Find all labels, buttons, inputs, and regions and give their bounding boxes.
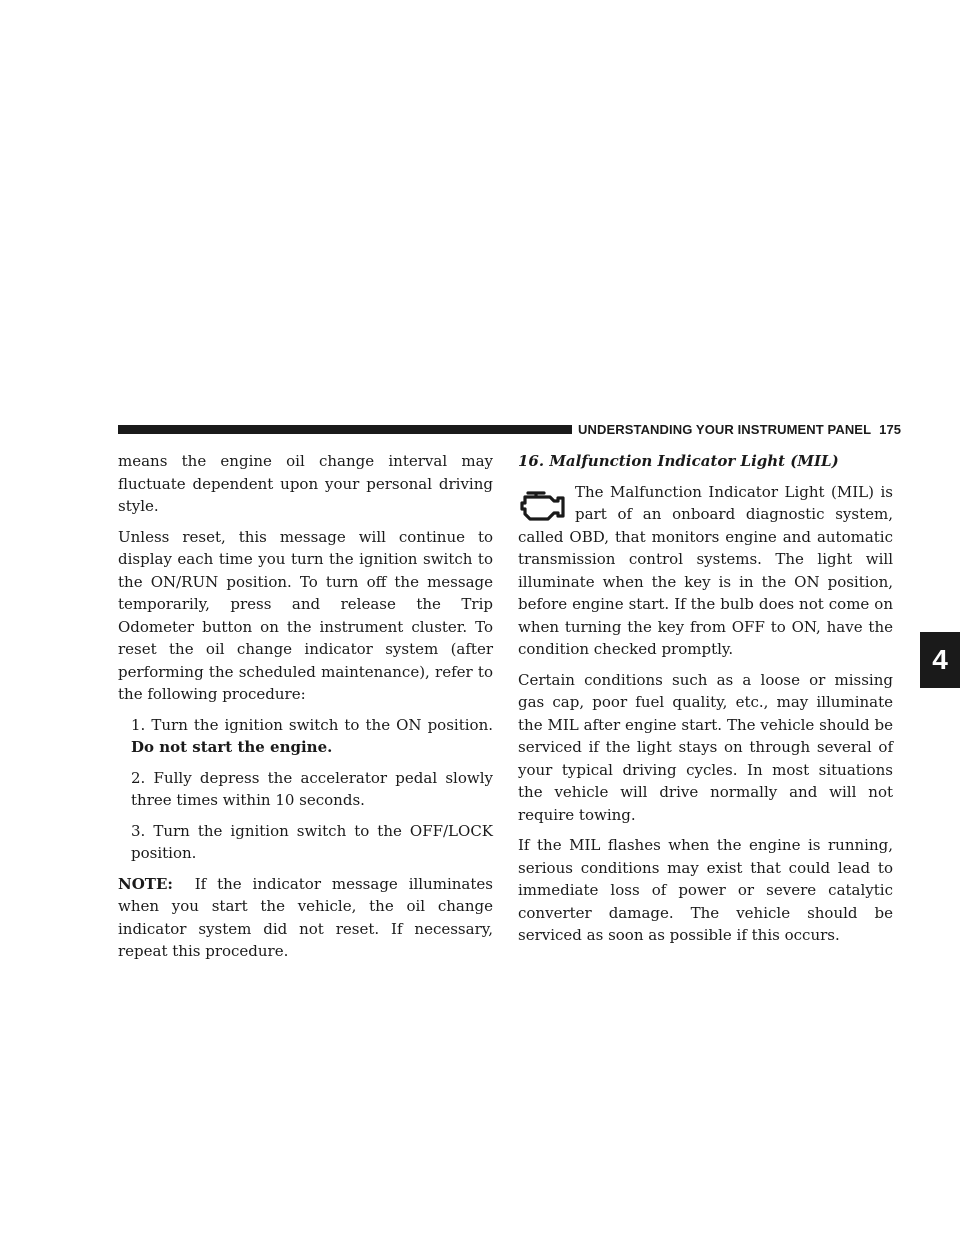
page-number: 175 bbox=[879, 422, 902, 437]
mil-description bbox=[518, 481, 893, 669]
check-engine-icon bbox=[520, 485, 568, 525]
step-text: 1. Turn the ignition switch to the ON position. bbox=[131, 715, 493, 734]
section-heading: 16. Malfunction Indicator Light (MIL) bbox=[518, 452, 839, 470]
chapter-tab: 4 bbox=[920, 632, 960, 688]
paragraph: means the engine oil change interval may fluctuate dependent upon your personal driving style. bbox=[118, 452, 493, 515]
header-rule bbox=[118, 425, 572, 434]
procedure-step-1 bbox=[118, 714, 493, 759]
step-warning: Do not start the engine. bbox=[131, 738, 333, 756]
paragraph: Unless reset, this message will continue to display each time you turn the ignition switch to the ON/RUN position. To turn off the message temporarily, press and release the Trip Odometer button on the instrument cluster. To reset the oil change indicator system (after performing the scheduled maintenance), refer to the following procedure: bbox=[118, 527, 493, 703]
note-text: If the indicator message illuminates when you start the vehicle, the oil change indicator system did not reset. If necessary, repeat this procedure. bbox=[118, 874, 493, 960]
note bbox=[118, 873, 493, 963]
right-column bbox=[518, 450, 893, 955]
section-title: UNDERSTANDING YOUR INSTRUMENT PANEL bbox=[578, 422, 872, 437]
paragraph: If the MIL flashes when the engine is running, serious conditions may exist that could lead to immediate loss of power or severe catalytic converter damage. The vehicle should be serviced as soon as possible if this occurs. bbox=[518, 836, 893, 944]
procedure-step-2: 2. Fully depress the accelerator pedal slowly three times within 10 seconds. bbox=[131, 768, 493, 809]
paragraph: The Malfunction Indicator Light (MIL) is part of an onboard diagnostic system, called OBD, that monitors engine and automatic transmission control systems. The light will illuminate when the key is in the ON position, before engine start. If the bulb does not come on when turning the key from OFF to ON, have the condition checked promptly. bbox=[518, 482, 893, 658]
running-header bbox=[578, 422, 901, 437]
note-label: NOTE: bbox=[118, 874, 173, 893]
left-column bbox=[118, 450, 493, 971]
procedure-step-3: 3. Turn the ignition switch to the OFF/LOCK position. bbox=[131, 821, 493, 862]
paragraph: Certain conditions such as a loose or missing gas cap, poor fuel quality, etc., may illuminate the MIL after engine start. The vehicle should be serviced if the light stays on through several of your typical driving cycles. In most situations the vehicle will drive normally and will not require towing. bbox=[518, 670, 893, 824]
